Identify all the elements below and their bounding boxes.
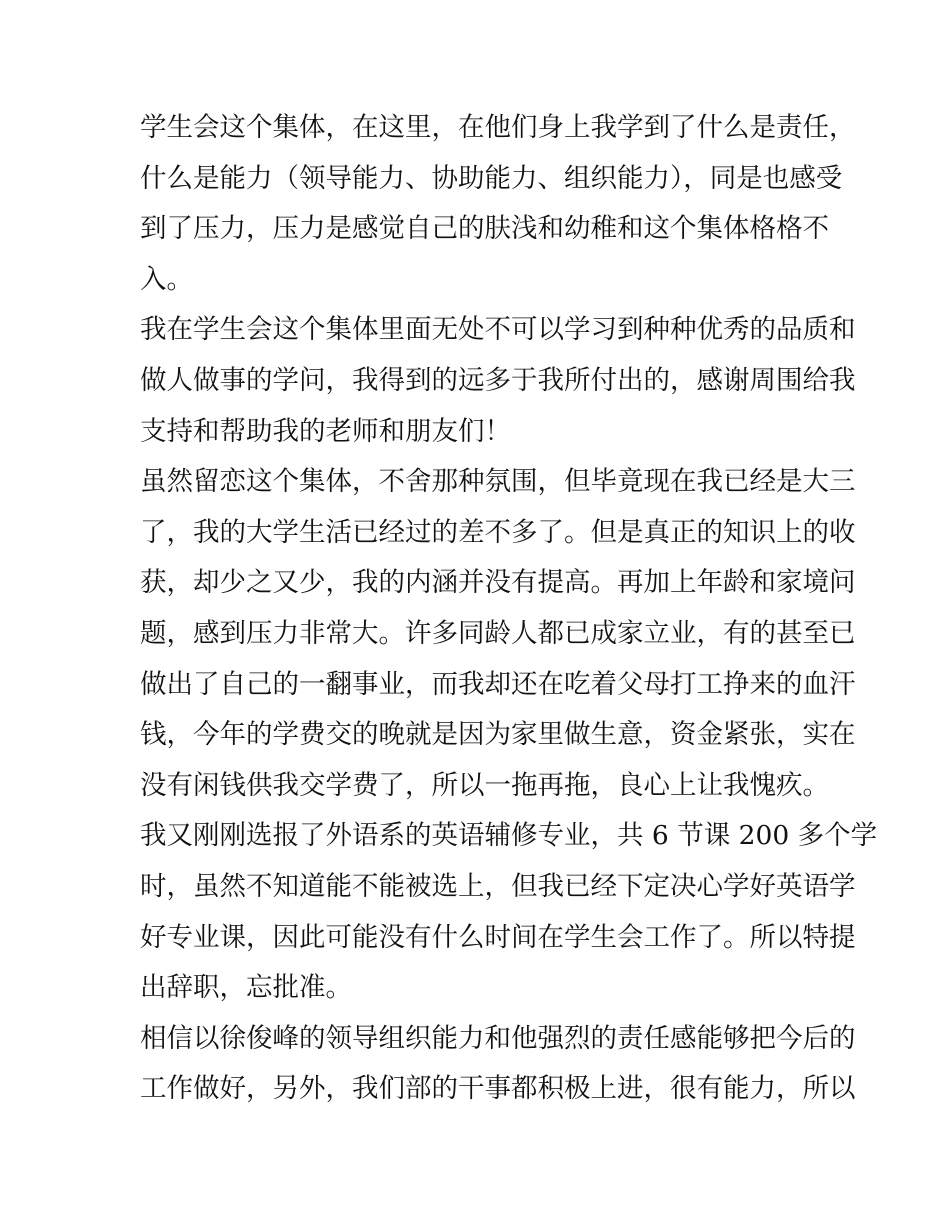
text-line: 了，我的大学生活已经过的差不多了。但是真正的知识上的收	[140, 516, 856, 548]
text-line: 钱，今年的学费交的晚就是因为家里做生意，资金紧张，实在	[140, 719, 856, 751]
text-line: 做人做事的学问，我得到的远多于我所付出的，感谢周围给我	[140, 364, 856, 396]
text-line: 虽然留恋这个集体，不舍那种氛围，但毕竟现在我已经是大三	[140, 466, 856, 498]
text-line: 工作做好，另外，我们部的干事都积极上进，很有能力，所以	[140, 1073, 856, 1105]
document-body	[140, 103, 878, 1115]
text-line: 入。	[140, 263, 193, 295]
text-line: 好专业课，因此可能没有什么时间在学生会工作了。所以特提	[140, 921, 856, 953]
text-line: 到了压力，压力是感觉自己的肤浅和幼稚和这个集体格格不	[140, 213, 829, 245]
text-line: 时，虽然不知道能不能被选上，但我已经下定决心学好英语学	[140, 870, 856, 902]
text-line: 没有闲钱供我交学费了，所以一拖再拖，良心上让我愧疚。	[140, 769, 829, 801]
text-line: 支持和帮助我的老师和朋友们！	[140, 415, 511, 447]
text-line: 什么是能力（领导能力、协助能力、组织能力），同是也感受	[140, 162, 843, 194]
text-line: 相信以徐俊峰的领导组织能力和他强烈的责任感能够把今后的	[140, 1022, 856, 1054]
text-line: 出辞职，忘批准。	[140, 972, 352, 1004]
text-line: 做出了自己的一翻事业，而我却还在吃着父母打工挣来的血汗	[140, 668, 856, 700]
text-line: 我在学生会这个集体里面无处不可以学习到种种优秀的品质和	[140, 314, 856, 346]
text-line: 学生会这个集体，在这里，在他们身上我学到了什么是责任，	[140, 112, 856, 143]
text-line: 获，却少之又少，我的内涵并没有提高。再加上年龄和家境问	[140, 567, 856, 599]
text-line: 我又刚刚选报了外语系的英语辅修专业，共 6 节课 200 多个学	[140, 820, 878, 852]
text-line: 题，感到压力非常大。许多同龄人都已成家立业，有的甚至已	[140, 617, 856, 649]
